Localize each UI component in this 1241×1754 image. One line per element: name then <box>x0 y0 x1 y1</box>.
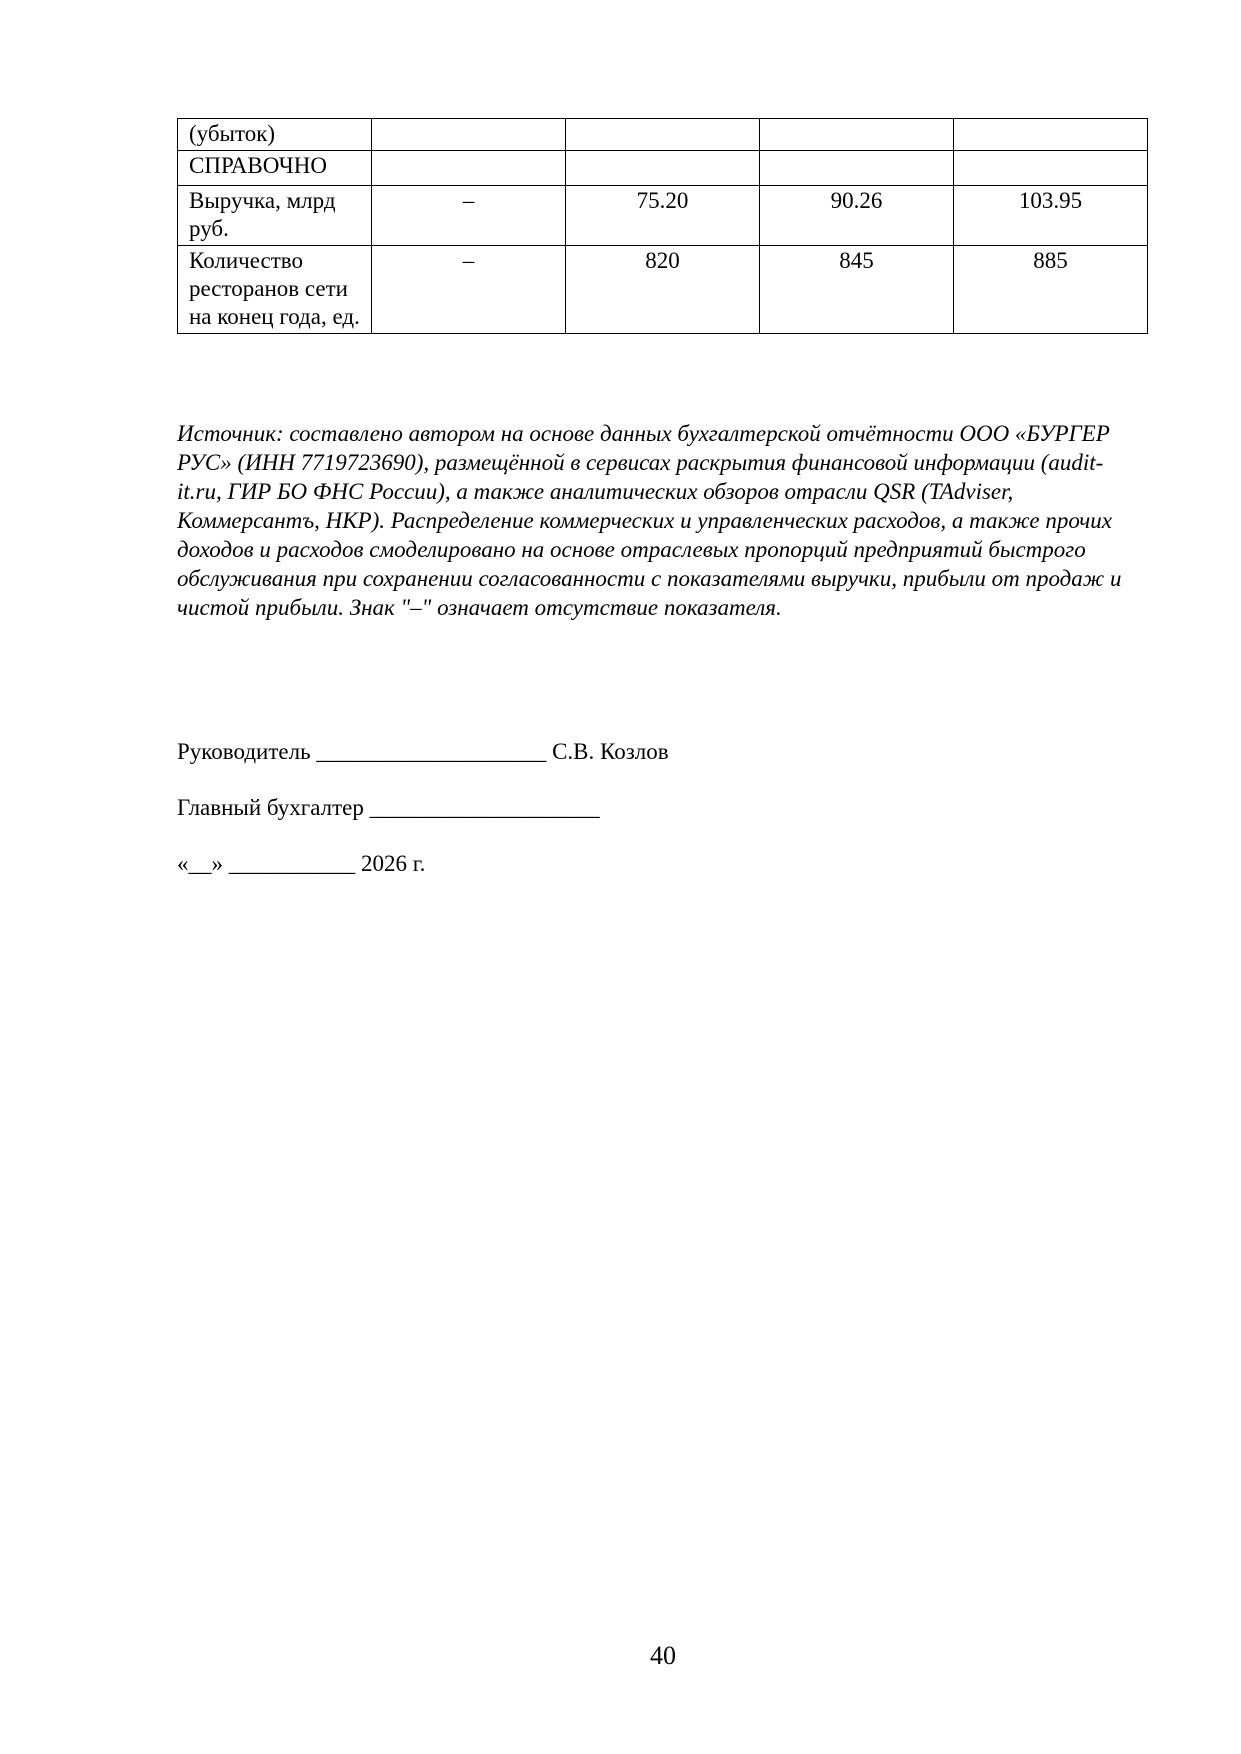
table-cell: 103.95 <box>954 186 1148 246</box>
table-row <box>178 151 1148 186</box>
table-cell <box>566 119 760 151</box>
table-cell <box>760 151 954 186</box>
source-note: Источник: составлено автором на основе данных бухгалтерской отчётности ООО «БУРГЕР РУС» (ИНН 7719723690), размещённой в сервисах раскрытия финансовой информации (audit-it.ru, ГИР БО ФНС России), а также аналитических обзоров отрасли QSR (TAdviser, Коммерсантъ, НКР). Распределение коммерческих и управленческих расходов, а также прочих доходов и расходов смоделировано на основе отраслевых пропорций предприятий быстрого обслуживания при сохранении согласованности с показателями выручки, прибыли от продаж и чистой прибыли. Знак "–" означает отсутствие показателя. <box>177 421 1122 620</box>
table-cell: 845 <box>760 246 954 334</box>
table-row <box>178 186 1148 246</box>
table-cell <box>372 151 566 186</box>
table-cell: – <box>372 186 566 246</box>
row-label: Количество ресторанов сети на конец года, ед. <box>178 246 372 334</box>
table-cell: 885 <box>954 246 1148 334</box>
table-cell <box>372 119 566 151</box>
table-cell: – <box>372 246 566 334</box>
table-row <box>178 246 1148 334</box>
table-cell: 90.26 <box>760 186 954 246</box>
table-cell <box>954 119 1148 151</box>
director-signature-line: Руководитель ____________________ С.В. Козлов <box>177 739 669 764</box>
row-label: Выручка, млрд руб. <box>178 186 372 246</box>
row-label: (убыток) <box>178 119 372 151</box>
financial-table <box>177 118 1148 334</box>
accountant-signature-line: Главный бухгалтер ____________________ <box>177 795 600 820</box>
date-line: «__» ___________ 2026 г. <box>177 851 426 876</box>
table-cell: 75.20 <box>566 186 760 246</box>
row-label: СПРАВОЧНО <box>178 151 372 186</box>
table-cell <box>566 151 760 186</box>
table-cell <box>760 119 954 151</box>
table-cell <box>954 151 1148 186</box>
page-number: 40 <box>650 1641 676 1670</box>
table-cell: 820 <box>566 246 760 334</box>
table-row <box>178 119 1148 151</box>
